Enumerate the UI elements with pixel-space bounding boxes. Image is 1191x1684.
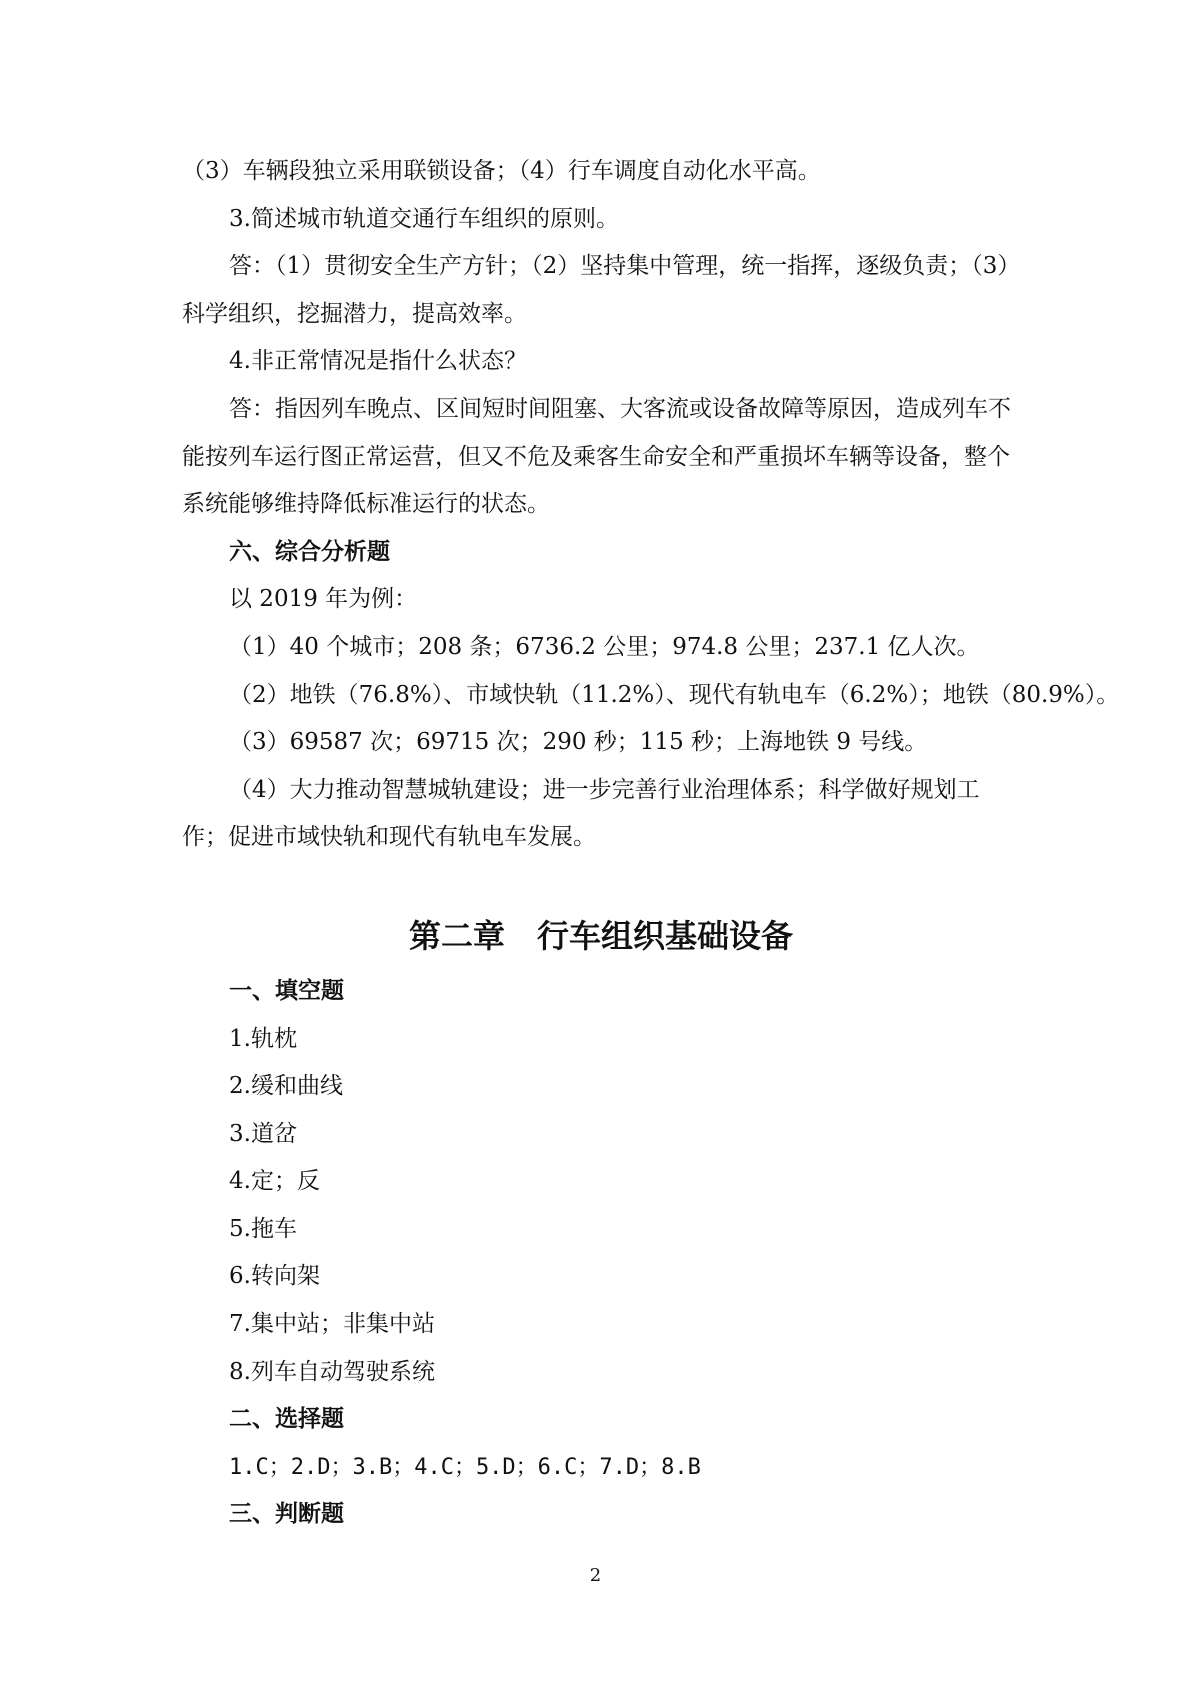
list-item: 7.集中站；非集中站 [229,1311,435,1338]
section-heading-judgement: 三、判断题 [229,1501,344,1528]
chapter-title: 第二章 行车组织基础设备 [408,916,793,955]
analysis-item: （1）40 个城市；208 条；6736.2 公里；974.8 公里；237.1 亿人次。 [229,633,980,660]
section-heading-choice: 二、选择题 [229,1406,344,1433]
question-3: 3.简述城市轨道交通行车组织的原则。 [229,205,619,232]
answer-4: 答：指因列车晚点、区间短时间阻塞、大客流或设备故障等原因，造成列车不能按列车运行图正常运营，但又不危及乘客生命安全和严重损坏车辆等设备，整个系统能够维持降低标准运行的状态。 [182,395,1011,518]
list-item: 3.道岔 [229,1120,297,1147]
list-item: 2.缓和曲线 [229,1073,343,1100]
list-item: 1.轨枕 [229,1025,297,1052]
analysis-item: （4）大力推动智慧城轨建设；进一步完善行业治理体系；科学做好规划工作；促进市域快轨和现代有轨电车发展。 [182,776,980,851]
list-item: 5.拖车 [229,1215,297,1242]
section-heading-analysis: 六、综合分析题 [229,538,390,565]
analysis-item: （3）69587 次；69715 次；290 秒；115 秒；上海地铁 9 号线。 [229,729,928,756]
list-item: 4.定；反 [229,1168,320,1195]
analysis-item: （2）地铁（76.8%）、市域快轨（11.2%）、现代有轨电车（6.2%）；地铁（80.9%）。 [229,681,1120,708]
page-number: 2 [589,1565,602,1586]
answer-3: 答：（1）贯彻安全生产方针；（2）坚持集中管理，统一指挥，逐级负责；（3）科学组织，挖掘潜力，提高效率。 [182,253,1009,327]
question-4: 4.非正常情况是指什么状态？ [229,348,527,375]
page-content [182,148,1120,1539]
choice-answers: 1.C；2.D；3.B；4.C；5.D；6.C；7.D；8.B [229,1454,701,1480]
list-item: 8.列车自动驾驶系统 [229,1358,435,1385]
analysis-intro: 以 2019 年为例： [229,586,418,613]
paragraph-continuation: （3）车辆段独立采用联锁设备；（4）行车调度自动化水平高。 [182,158,821,184]
list-item: 6.转向架 [229,1263,320,1290]
section-heading-fill-blank: 一、填空题 [229,977,344,1004]
